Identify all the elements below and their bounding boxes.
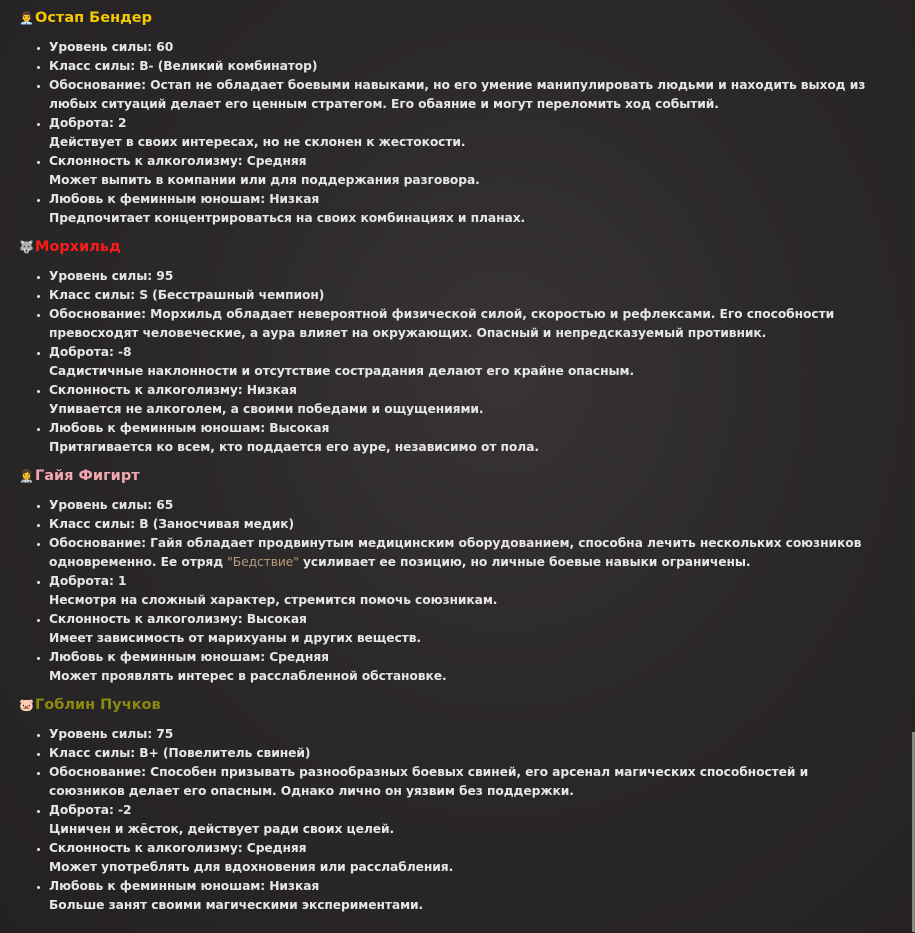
list-item xyxy=(49,744,879,763)
attribute-text-continued: усиливает ее позицию, но личные боевые навыки ограничены. xyxy=(302,555,751,569)
list-item xyxy=(49,343,879,381)
list-item xyxy=(49,496,879,515)
attribute-text: Обоснование: Способен призывать разнообразных боевых свиней, его арсенал магических способностей и союзников делает его опасным. Однако лично он уязвим без поддержки. xyxy=(49,765,809,798)
attribute-description: Имеет зависимость от марихуаны и других веществ. xyxy=(49,631,421,645)
character-heading xyxy=(19,465,879,488)
attribute-description: Циничен и жёсток, действует ради своих целей. xyxy=(49,822,395,836)
attribute-text: Класс силы: B+ (Повелитель свиней) xyxy=(49,746,311,760)
character-name: Гоблин Пучков xyxy=(35,697,161,713)
attribute-text: Обоснование: Гайя обладает продвинутым медицинским оборудованием, способна лечить нескольких союзников одновременно. Ее отряд xyxy=(49,536,862,569)
attribute-text: Склонность к алкоголизму: Средняя xyxy=(49,154,307,168)
list-item xyxy=(49,839,879,877)
character-heading xyxy=(19,7,879,30)
character-emoji-icon: 🐺 xyxy=(19,240,34,254)
attribute-text: Доброта: 1 xyxy=(49,574,127,588)
attribute-text: Склонность к алкоголизму: Низкая xyxy=(49,383,297,397)
attribute-description: Упивается не алкоголем, а своими победами и ощущениями. xyxy=(49,402,484,416)
list-item xyxy=(49,763,879,801)
chat-message-content xyxy=(19,7,879,923)
attribute-text: Любовь к феминным юношам: Средняя xyxy=(49,650,329,664)
attribute-list xyxy=(19,496,879,686)
character-section xyxy=(19,7,879,228)
list-item xyxy=(49,419,879,457)
list-item xyxy=(49,190,879,228)
attribute-description: Может выпить в компании или для поддержания разговора. xyxy=(49,173,480,187)
attribute-description: Действует в своих интересах, но не склонен к жестокости. xyxy=(49,135,466,149)
list-item xyxy=(49,534,879,572)
list-item xyxy=(49,515,879,534)
attribute-text: Любовь к феминным юношам: Низкая xyxy=(49,192,320,206)
attribute-text: Любовь к феминным юношам: Низкая xyxy=(49,879,320,893)
attribute-list xyxy=(19,38,879,228)
attribute-text: Уровень силы: 75 xyxy=(49,727,174,741)
list-item xyxy=(49,610,879,648)
list-item xyxy=(49,152,879,190)
attribute-text: Обоснование: Морхильд обладает невероятной физической силой, скоростью и рефлексами. Его способности превосходят человеческие, а аура влияет на окружающих. Опасный и непредсказуемый противник. xyxy=(49,307,835,340)
list-item xyxy=(49,76,879,114)
list-item xyxy=(49,305,879,343)
attribute-text: Доброта: -2 xyxy=(49,803,132,817)
list-item xyxy=(49,877,879,915)
attribute-description: Предпочитает концентрироваться на своих комбинациях и планах. xyxy=(49,211,526,225)
character-heading xyxy=(19,694,879,717)
attribute-text: Обоснование: Остап не обладает боевыми навыками, но его умение манипулировать людьми и находить выход из любых ситуаций делает его ценным стратегом. Его обаяние и могут переломить ход событий. xyxy=(49,78,866,111)
character-name: Морхильд xyxy=(35,239,121,255)
attribute-text: Уровень силы: 95 xyxy=(49,269,174,283)
attribute-text: Доброта: 2 xyxy=(49,116,127,130)
character-name: Гайя Фигирт xyxy=(35,468,140,484)
character-name: Остап Бендер xyxy=(35,10,153,26)
list-item xyxy=(49,286,879,305)
character-emoji-icon: 🐷 xyxy=(19,698,34,712)
attribute-description: Может употреблять для вдохновения или расслабления. xyxy=(49,860,454,874)
list-item xyxy=(49,114,879,152)
squad-name-quote: "Бедствие" xyxy=(227,555,299,569)
list-item xyxy=(49,648,879,686)
list-item xyxy=(49,381,879,419)
character-emoji-icon: 👩‍⚕️ xyxy=(19,469,34,483)
list-item xyxy=(49,801,879,839)
character-section xyxy=(19,465,879,686)
attribute-text: Уровень силы: 60 xyxy=(49,40,174,54)
attribute-description: Может проявлять интерес в расслабленной обстановке. xyxy=(49,669,447,683)
attribute-text: Класс силы: S (Бесстрашный чемпион) xyxy=(49,288,325,302)
attribute-text: Доброта: -8 xyxy=(49,345,132,359)
attribute-description: Садистичные наклонности и отсутствие сострадания делают его крайне опасным. xyxy=(49,364,635,378)
attribute-text: Уровень силы: 65 xyxy=(49,498,174,512)
list-item xyxy=(49,38,879,57)
list-item xyxy=(49,725,879,744)
attribute-text: Любовь к феминным юношам: Высокая xyxy=(49,421,330,435)
attribute-description: Больше занят своими магическими экспериментами. xyxy=(49,898,424,912)
character-heading xyxy=(19,236,879,259)
character-section xyxy=(19,236,879,457)
attribute-description: Несмотря на сложный характер, стремится помочь союзникам. xyxy=(49,593,498,607)
character-section xyxy=(19,694,879,915)
attribute-text: Класс силы: B (Заносчивая медик) xyxy=(49,517,295,531)
list-item xyxy=(49,572,879,610)
character-emoji-icon: 👨‍💼 xyxy=(19,11,34,25)
attribute-text: Склонность к алкоголизму: Высокая xyxy=(49,612,307,626)
attribute-list xyxy=(19,725,879,915)
attribute-text: Склонность к алкоголизму: Средняя xyxy=(49,841,307,855)
list-item xyxy=(49,57,879,76)
attribute-description: Притягивается ко всем, кто поддается его ауре, независимо от пола. xyxy=(49,440,539,454)
attribute-list xyxy=(19,267,879,457)
attribute-text: Класс силы: B- (Великий комбинатор) xyxy=(49,59,318,73)
list-item xyxy=(49,267,879,286)
